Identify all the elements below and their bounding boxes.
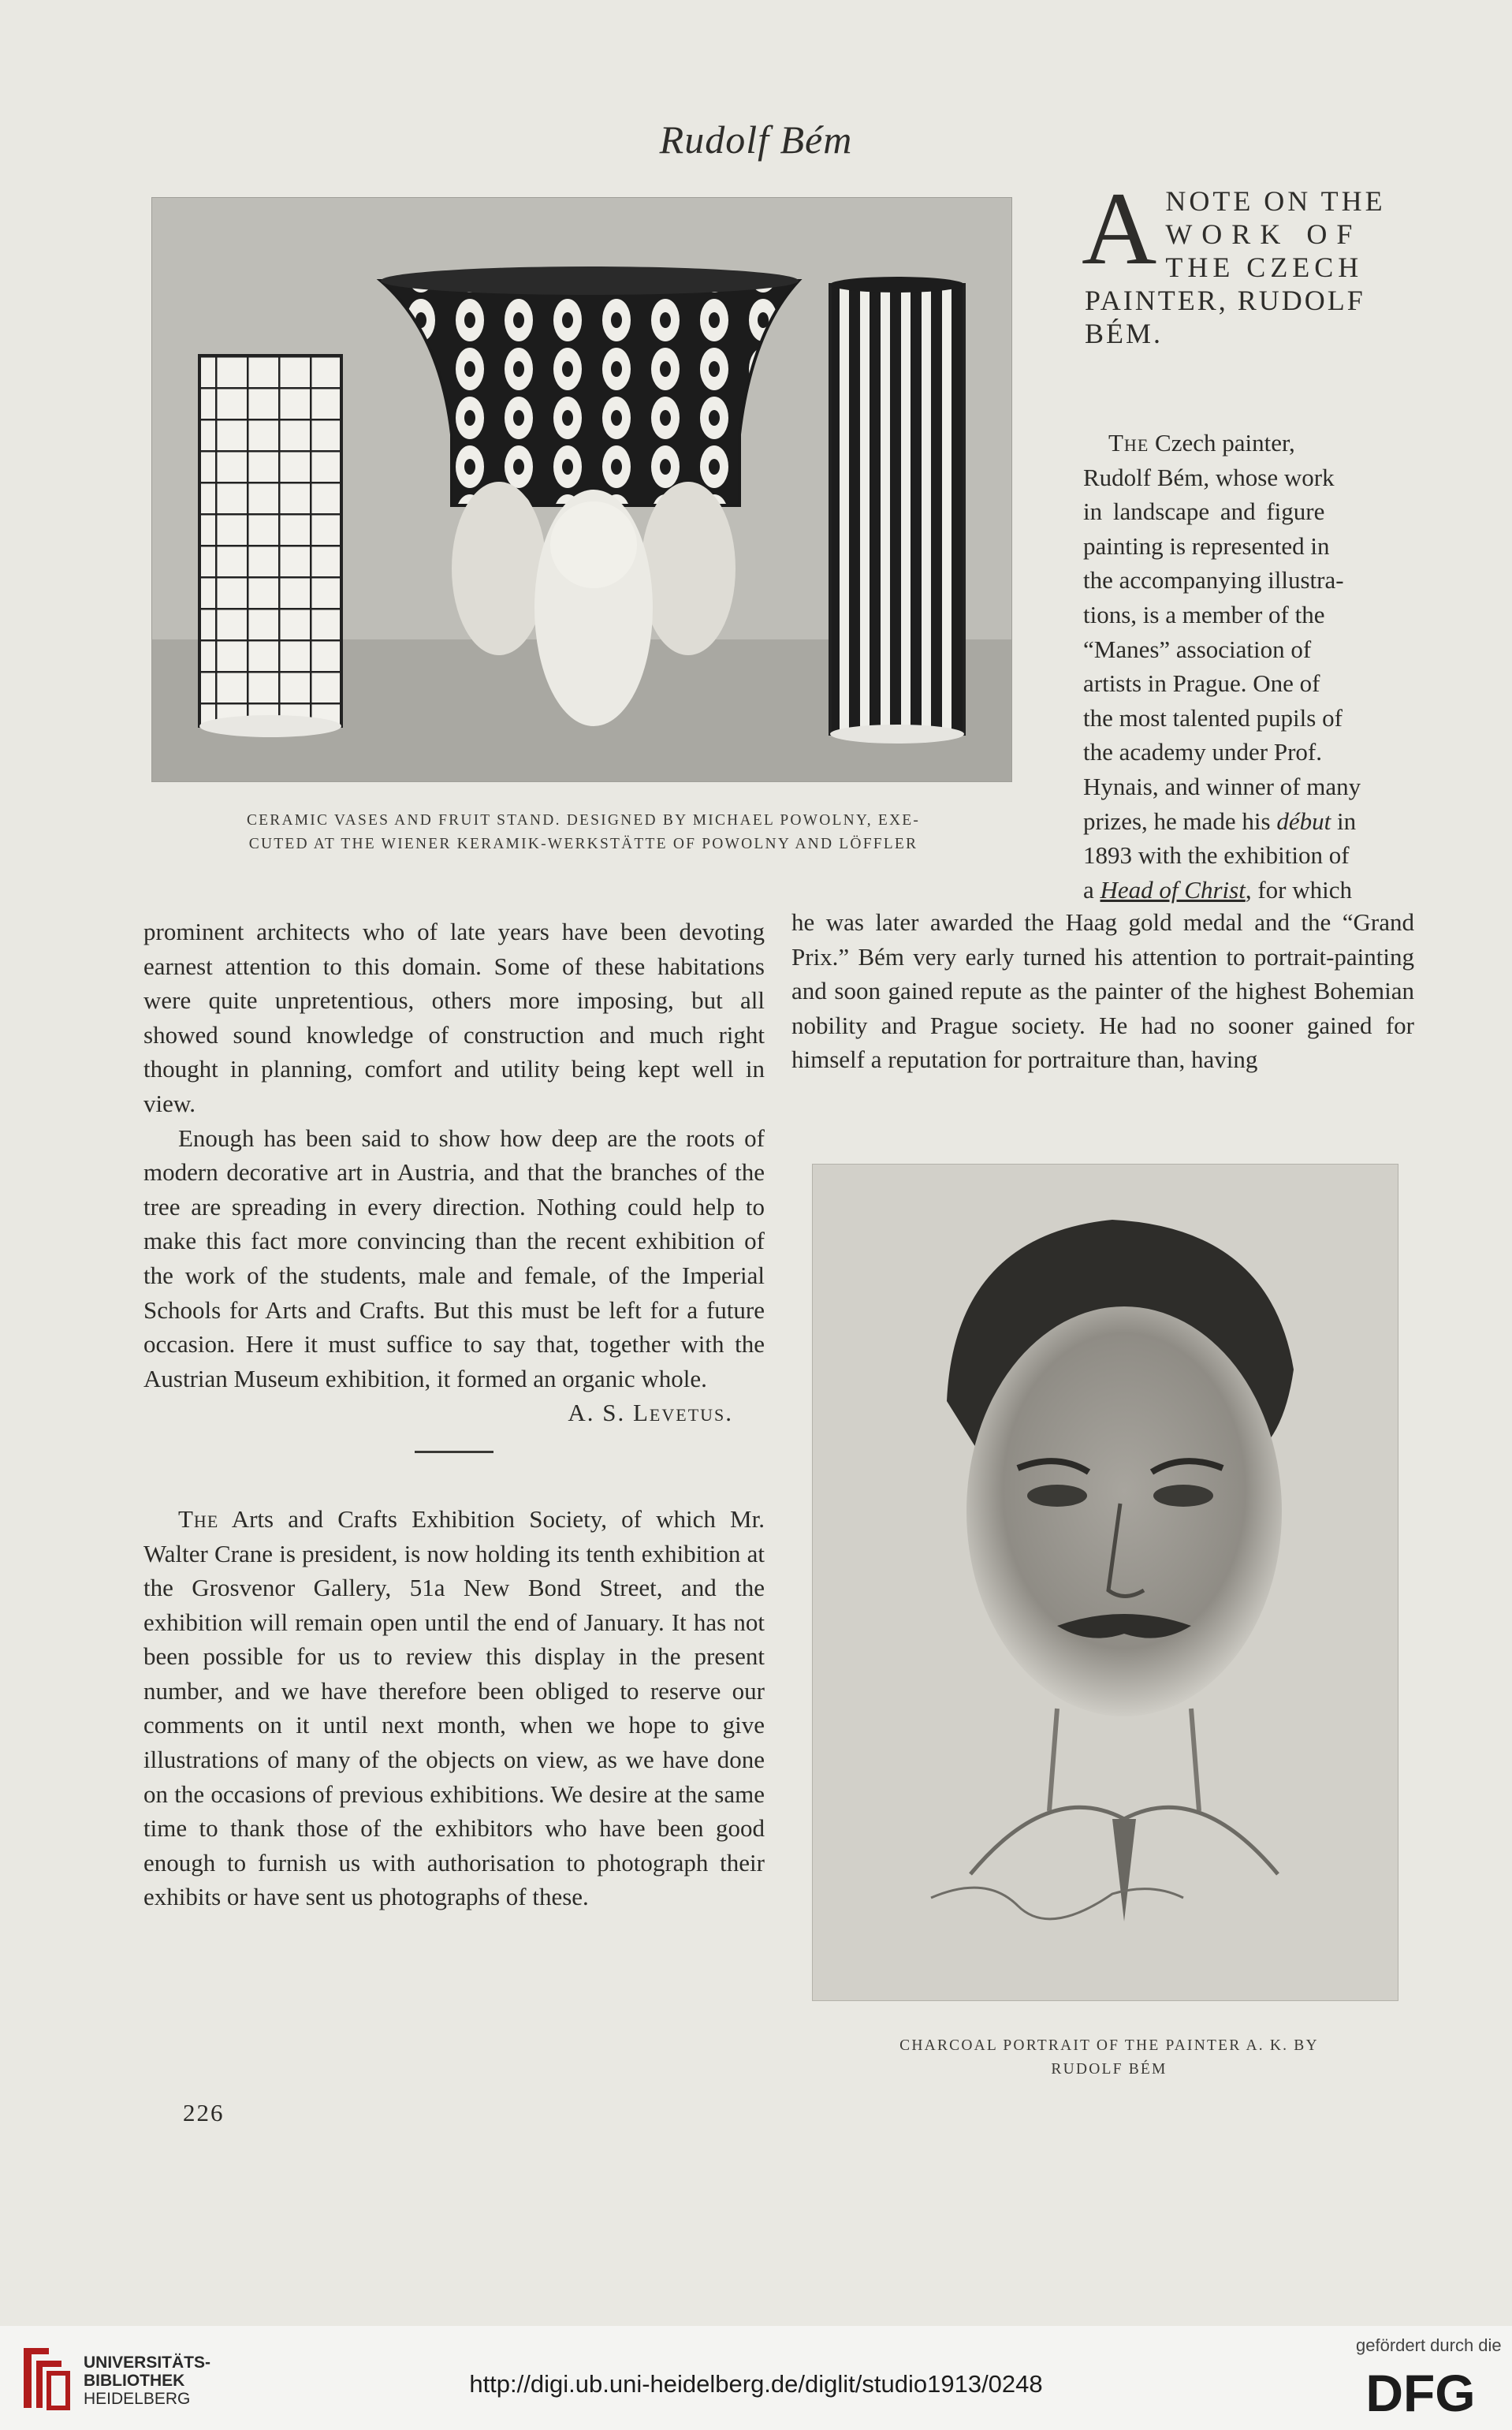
library-line3: HEIDELBERG [84,2390,191,2408]
intro-line: the academy under Prof. [1083,738,1322,766]
charcoal-portrait-image [812,1164,1398,2001]
intro-line: in [1331,807,1357,835]
section-divider [415,1451,493,1453]
paragraph-decorative-art: Enough has been said to show how deep are the roots of modern decorative art in Austria, and that the branches of the tree are spreading in every direction. Nothing could help to make this fact more convincing than the recent exhibition of the work of the students, male and female, of the Imperial Schools for Arts and Crafts. But this must be left for a future occasion. Here it must suffice to say that, together with the Austrian Museum exhibition, it formed an organic whole. [143,1124,765,1392]
intro-line: the most talented pupils of [1083,703,1343,732]
figure1-caption [142,809,1025,856]
dropcap: A [1082,170,1160,286]
headline-line5: BÉM. [1085,318,1164,349]
figure2-caption [806,2034,1413,2082]
intro-line: tions, is a member of the [1083,600,1325,628]
intro-line: a [1083,875,1100,904]
author-signature: A. S. Levetus. [568,1399,733,1427]
left-column [143,915,765,1914]
continuation-paragraph: he was later awarded the Haag gold medal and the “Grand Prix.” Bém very early turned his attention to portrait-painting and soon gained repute as the painter of the highest Bohemian nobility and Prague society. He had no sooner gained for himself a reputation for portraiture than, having [791,908,1414,1074]
paragraph-architects: prominent architects who of late years have been devoting earnest attention to this domain. Some of these habitations were quite unpretentious, others more imposing, but all showed sound knowledge of construction and much right thought in planning, comfort and utility being kept well in view. [143,918,765,1117]
right-column-intro [1083,426,1414,907]
intro-line: Hynais, and winner of many [1083,772,1361,800]
para3-smallcaps: The [178,1504,219,1533]
paragraph-exhibition-society [143,1502,765,1914]
article-headline [1082,170,1416,350]
head-of-christ-title: Head of Christ [1100,875,1246,904]
figure1-caption-line2: CUTED AT THE WIENER KERAMIK-WERKSTÄTTE OF POWOLNY AND LÖFFLER [248,836,918,852]
right-column-continuation [791,905,1414,1077]
library-line2: BIBLIOTHEK [84,2372,185,2390]
intro-line: 1893 with the exhibition of [1083,841,1350,870]
intro-line: in landscape and figure [1083,498,1325,526]
headline-line3: THE CZECH [1165,252,1364,283]
intro-line: painting is represented in [1083,531,1330,560]
page-number: 226 [183,2099,225,2126]
funded-by-text: gefördert durch die [1356,2335,1502,2355]
intro-line: “Manes” association of [1083,635,1312,663]
figure1-caption-line1: CERAMIC VASES AND FRUIT STAND. DESIGNED BY MICHAEL POWOLNY, EXE- [246,812,921,829]
headline-line2: WORK OF [1165,218,1362,250]
headline-line1: NOTE ON THE [1165,185,1386,217]
intro-line: Czech painter, [1149,429,1295,457]
intro-line: artists in Prague. One of [1083,669,1320,698]
running-head: Rudolf Bém [659,117,853,162]
ceramic-vases-photograph [151,197,1012,782]
intro-line: prizes, he made his [1083,807,1277,835]
intro-line: Rudolf Bém, whose work [1083,463,1335,491]
intro-smallcaps: The [1108,429,1149,457]
figure2-caption-line1: CHARCOAL PORTRAIT OF THE PAINTER A. K. BY [899,2037,1319,2054]
headline-line4: PAINTER, RUDOLF [1085,285,1365,316]
intro-line: the accompanying illustra- [1083,566,1344,594]
debut-italic: début [1276,807,1331,835]
dfg-logo [1350,2365,1492,2417]
dfg-logo-text: DFG [1365,2365,1476,2417]
library-line1: UNIVERSITÄTS- [84,2354,211,2372]
intro-line: , for which [1245,875,1352,904]
source-url-link[interactable]: http://digi.ub.uni-heidelberg.de/diglit/studio1913/0248 [469,2370,1043,2398]
figure2-caption-line2: RUDOLF BÉM [1051,2061,1168,2078]
para3-body: Arts and Crafts Exhibition Society, of which Mr. Walter Crane is president, is now holding its tenth exhibition at the Grosvenor Gallery, 51a New Bond Street, and the exhibition will remain open until the end of January. It has not been possible for us to review this display in the present number, and we have therefore been obliged to reserve our comments on it until next month, when we hope to give illustrations of many of the objects on view, as we have done on the occasions of previous exhibitions. We desire at the same time to thank those of the exhibitors who have been good enough to furnish us with authorisation to photograph their exhibits or have sent us photographs of these. [143,1504,765,1911]
